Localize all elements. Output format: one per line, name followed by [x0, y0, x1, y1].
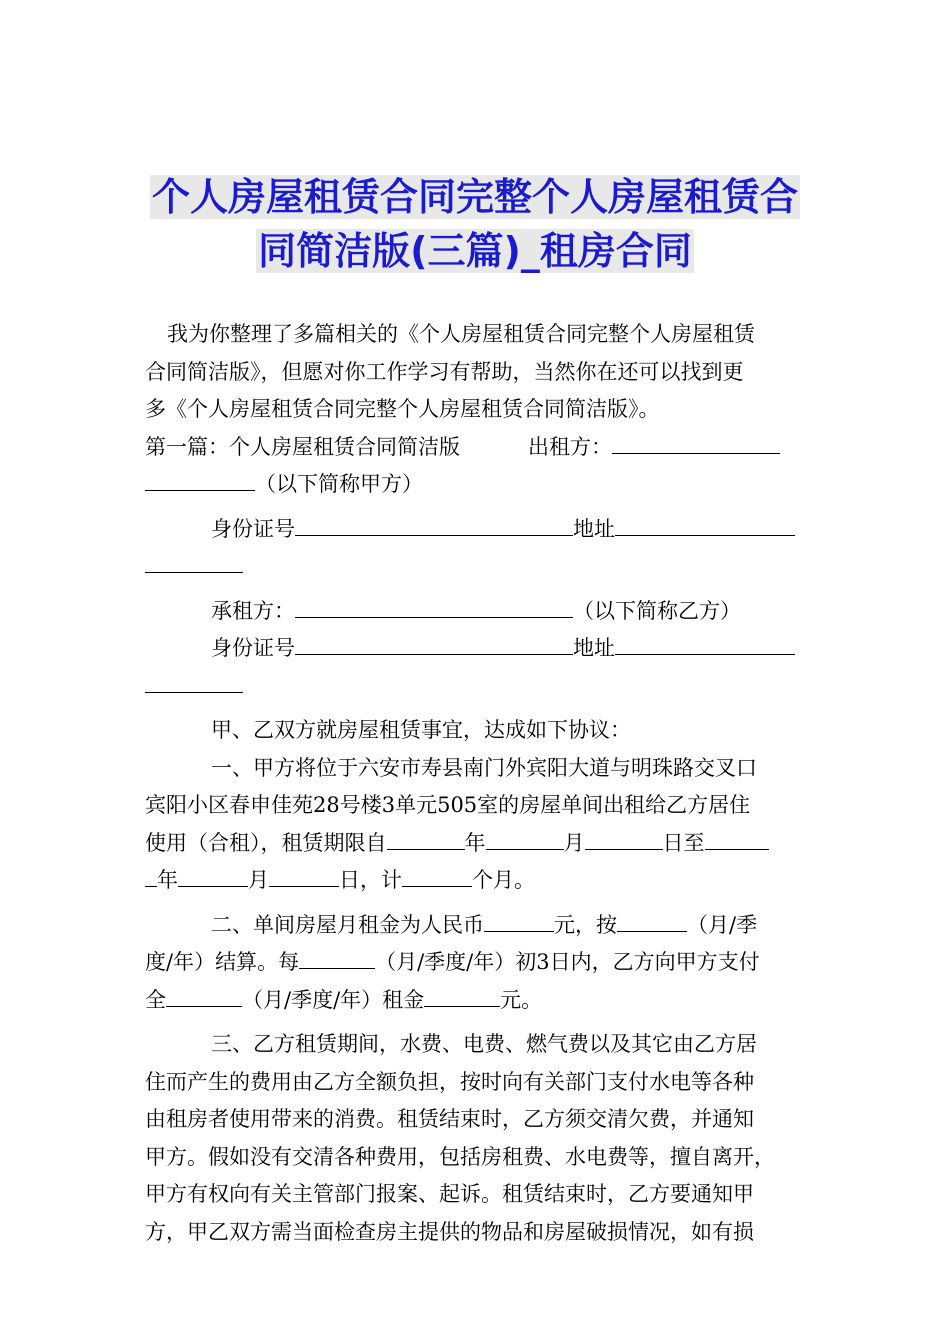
lessor-label: 出租方：: [528, 434, 612, 459]
section-heading: 第一篇：个人房屋租赁合同简洁版: [145, 434, 460, 459]
address-label-2: 地址: [573, 636, 615, 660]
lessee-id-blank: [295, 633, 573, 655]
clause-2-line-1: 二、单间房屋月租金为人民币 元，按 （月/季: [145, 907, 810, 945]
clause-1-line-4: 年 月 日，计 个月。: [145, 862, 810, 900]
id-label-1: 身份证号: [211, 516, 295, 541]
id-label-2: 身份证号: [211, 636, 295, 660]
intro-line-1: 我为你整理了多篇相关的《个人房屋租赁合同完整个人房屋租赁: [167, 322, 755, 346]
section-heading-line: [145, 429, 810, 467]
clause-3-line-2: 住而产生的费用由乙方全额负担，按时向有关部门支付水电等各种: [145, 1069, 754, 1094]
document-title: [130, 170, 820, 278]
clause-2-line-2: 度/年）结算。每 （月/季度/年）初3日内，乙方向甲方支付: [145, 944, 810, 982]
intro-line-2: 合同简洁版》，但愿对你工作学习有帮助，当然你在还可以找到更: [145, 359, 744, 384]
clause-3-line-4: 甲方。假如没有交清各种费用，包括房租费、水电费等，擅自离开，: [145, 1144, 775, 1169]
lessee-address-cont: [145, 668, 810, 706]
clause-3-line-6: 方，甲乙双方需当面检查房主提供的物品和房屋破损情况，如有损: [145, 1219, 754, 1244]
lessor-blank-cont: [145, 469, 255, 491]
lessee-address-blank-cont: [145, 671, 243, 693]
title-line-2: 同简洁版(三篇)_租房合同: [258, 229, 692, 273]
clause-3-line-3: 由租房者使用带来的消费。租赁结束时，乙方须交清欠费，并通知: [145, 1107, 754, 1131]
lessor-address-cont: [145, 548, 810, 586]
clause-2-line-3: 全 （月/季度/年）租金 元。: [145, 982, 810, 1020]
agreement-line: 甲、乙双方就房屋租赁事宜，达成如下协议：: [211, 718, 631, 742]
lessee-address-blank: [615, 633, 795, 655]
lessee-suffix: （以下简称乙方）: [573, 598, 741, 623]
clause-3-line-5: 甲方有权向有关主管部门报案、起诉。租赁结束时，乙方要通知甲: [145, 1182, 754, 1206]
lessee-label: 承租方：: [211, 598, 295, 623]
clause-1-line-1: 一、甲方将位于六安市寿县南门外宾阳大道与明珠路交叉口: [211, 755, 757, 780]
address-label-1: 地址: [573, 516, 615, 541]
lessor-suffix-line: [145, 466, 810, 504]
lessor-blank: [612, 432, 780, 454]
intro-line-3: 多《个人房屋租赁合同完整个人房屋租赁合同简洁版》。: [145, 397, 660, 421]
title-line-1: 个人房屋租赁合同完整个人房屋租赁合: [151, 175, 798, 219]
lessee-id-line: [145, 630, 810, 668]
lessor-suffix: （以下简称甲方）: [255, 472, 423, 496]
lessor-address-blank-cont: [145, 551, 243, 573]
lessor-id-line: [145, 511, 810, 549]
clause-3-line-1: 三、乙方租赁期间，水费、电费、燃气费以及其它由乙方居: [211, 1032, 757, 1056]
lessee-blank: [295, 596, 573, 618]
lessee-line: [145, 593, 810, 631]
clause-1-line-2: 宾阳小区春申佳苑28号楼3单元505室的房屋单间出租给乙方居住: [145, 793, 751, 817]
lessor-id-blank: [295, 514, 573, 536]
clause-1-line-3: 使用（合租），租赁期限自 年 月 日至: [145, 825, 810, 863]
document-body: [145, 316, 810, 1251]
lessor-address-blank: [615, 514, 795, 536]
